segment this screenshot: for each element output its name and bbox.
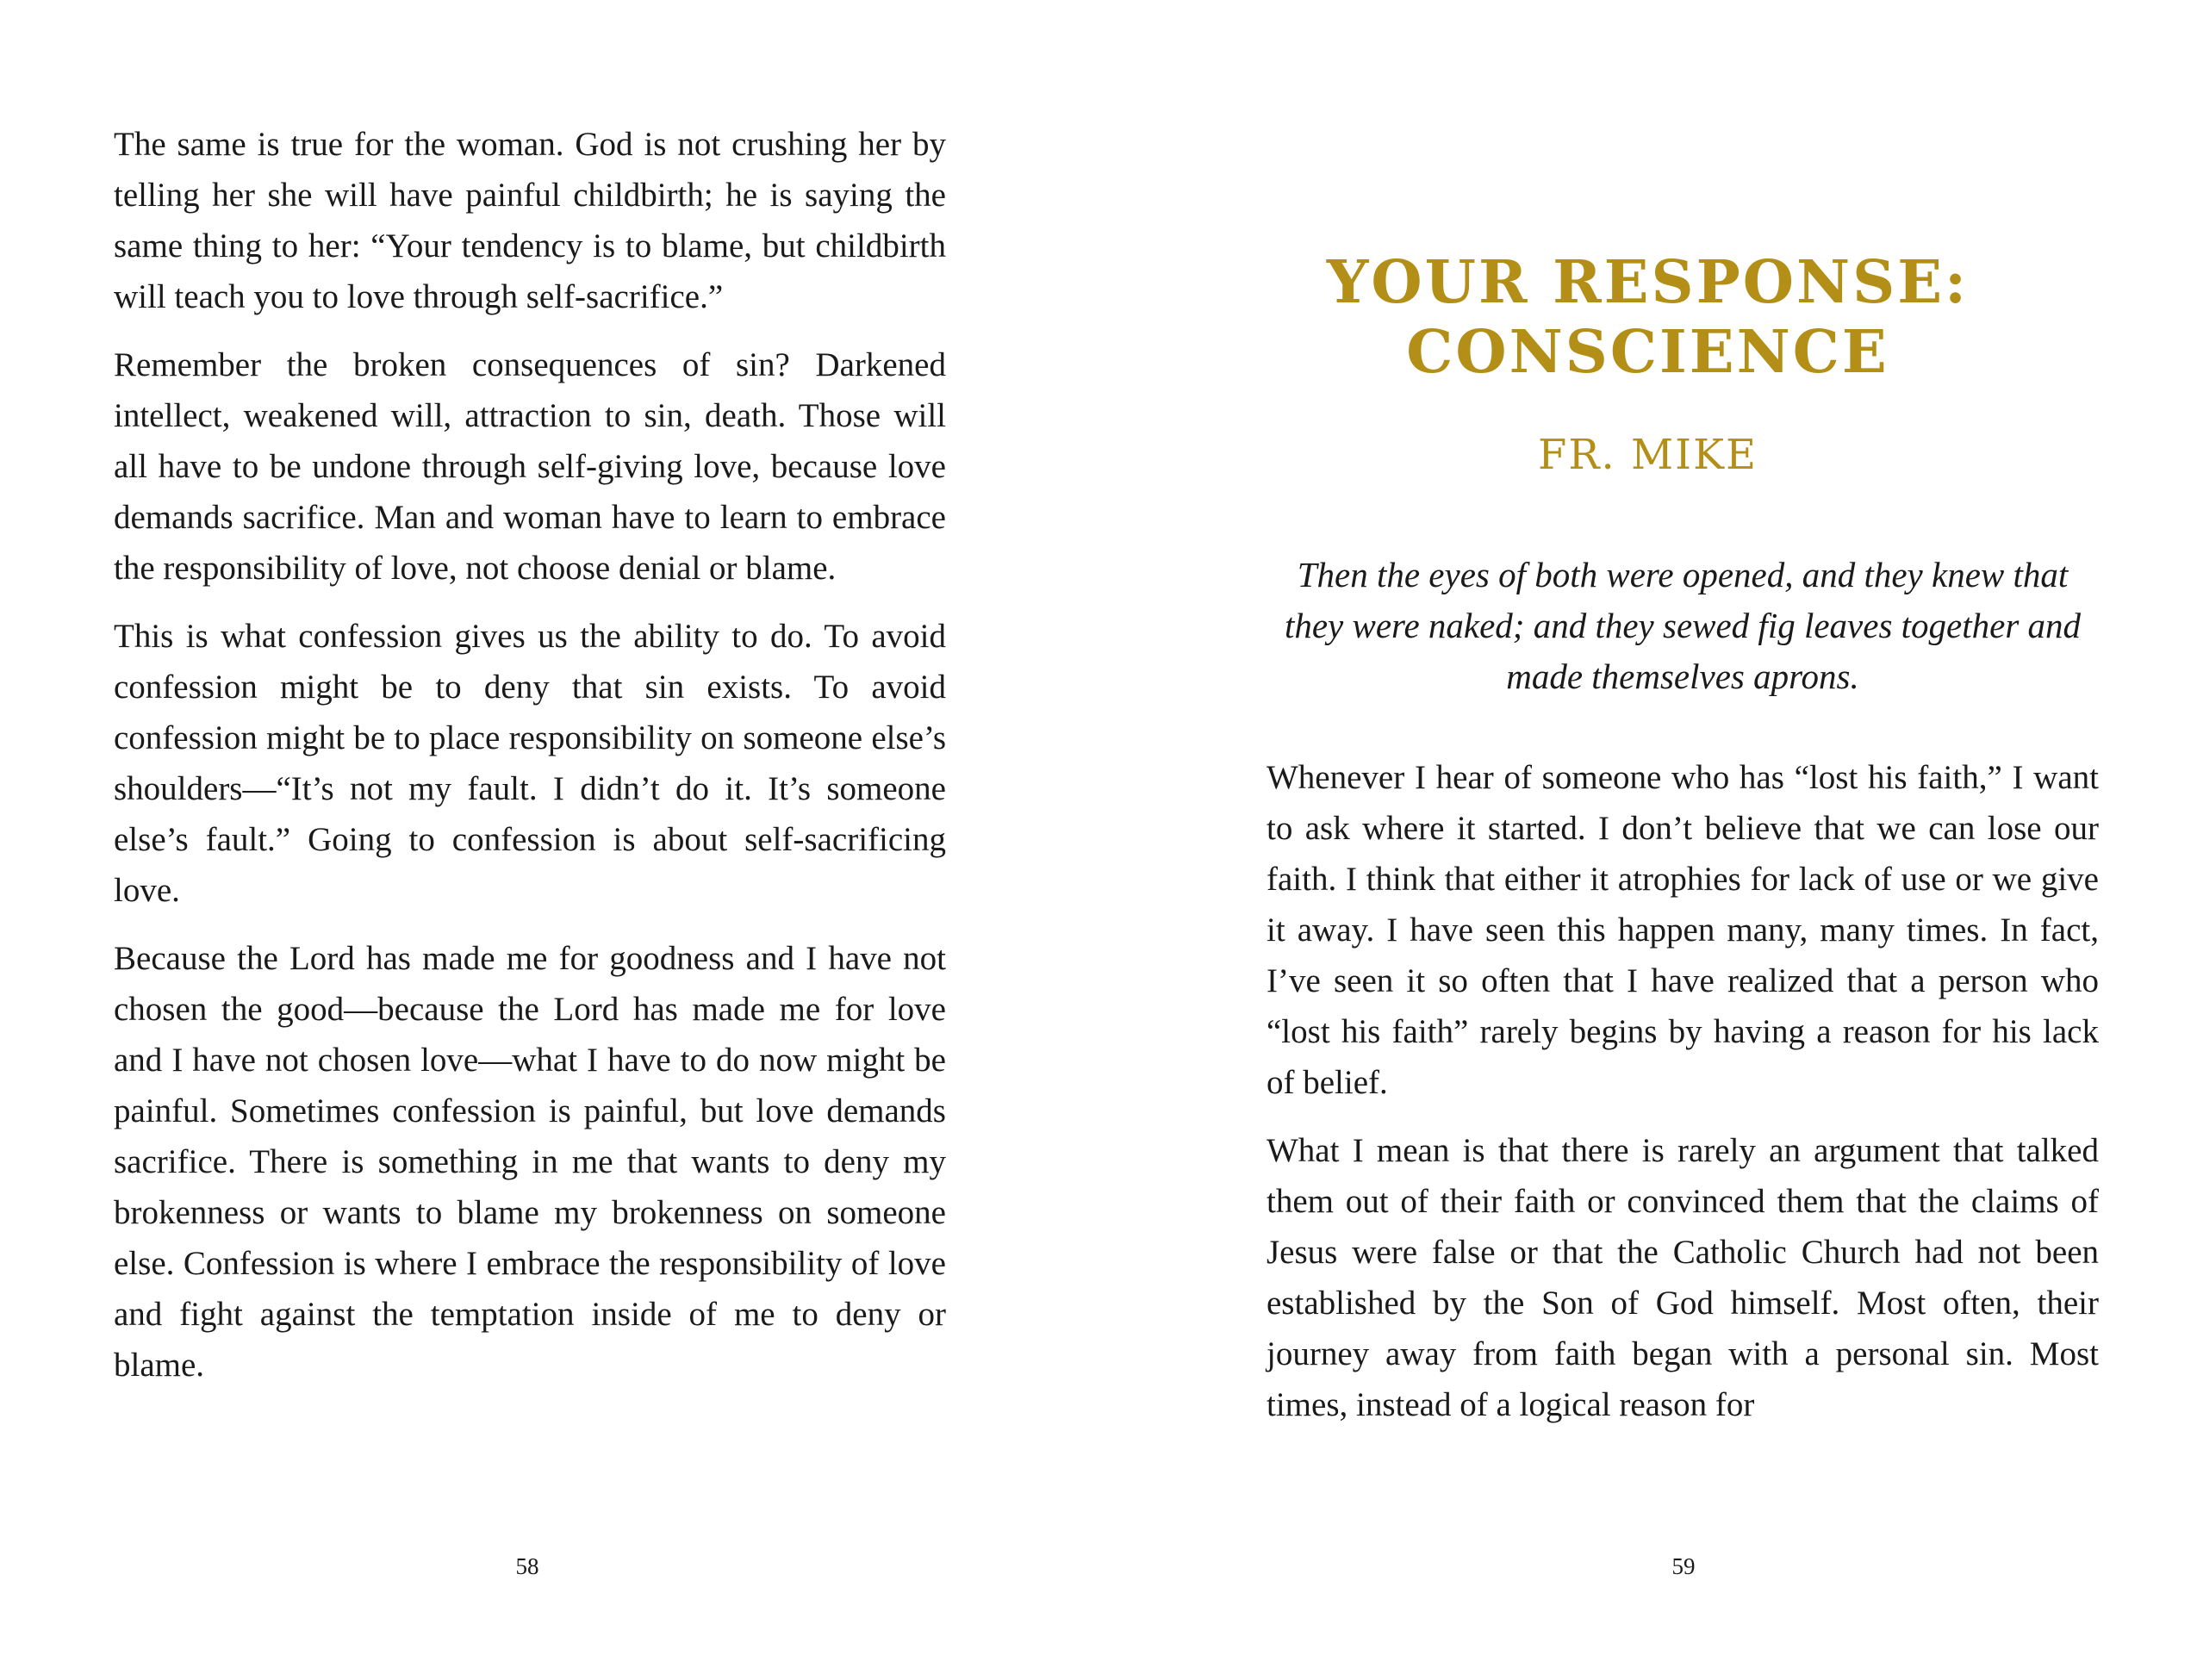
right-body-text: [1267, 752, 2099, 1447]
epigraph-quote: Then the eyes of both were opened, and they knew that they were naked; and they sewed fig leaves together and made themselves aprons.: [1284, 555, 2082, 696]
page-number-right: 59: [1671, 1553, 1696, 1579]
paragraph: Whenever I hear of someone who has “lost his faith,” I want to ask where it started. I don’t believe that we can lose our faith. I think that either it atrophies for lack of use or we give it away. I have seen this happen many, many times. In fact, I’ve seen it so often that I have realized that a person who “lost his faith” rarely begins by having a reason for his lack of belief.: [1267, 759, 2099, 1101]
chapter-title-line-2: CONSCIENCE: [1406, 318, 1889, 387]
paragraph: This is what confession gives us the ability to do. To avoid confession might be to deny that sin exists. To avoid confession might be to place responsibility on someone else’s shoulders—“It’s not my fault. I didn’t do it. It’s someone else’s fault.” Going to confession is about self-sacrificing love.: [114, 618, 946, 909]
paragraph: The same is true for the woman. God is not crushing her by telling her she will have painful childbirth; he is saying the same thing to her: “Your tendency is to blame, but childbirth will teach you to love through self-sacrifice.”: [114, 126, 946, 315]
right-page: [1098, 0, 2197, 1680]
paragraph: Because the Lord has made me for goodness and I have not chosen the good—because the Lord has made me for love and I have not chosen love—what I have to do now might be painful. Sometimes confession is painful, but love demands sacrifice. There is something in me that wants to deny my brokenness or wants to blame my brokenness on someone else. Confession is where I embrace the responsibility of love and fight against the temptation inside of me to deny or blame.: [114, 940, 946, 1384]
chapter-author: FR. MIKE: [1538, 431, 1758, 479]
paragraph: What I mean is that there is rarely an argument that talked them out of their faith or convinced them that the claims of Jesus were false or that the Catholic Church had not been established by the Son of God himself. Most often, their journey away from faith began with a personal sin. Most times, instead of a logical reason for: [1267, 1132, 2099, 1423]
left-page: [0, 0, 1098, 1680]
left-body-text: [114, 119, 946, 1408]
paragraph: Remember the broken consequences of sin? Darkened intellect, weakened will, attraction to sin, death. Those will all have to be undone through self-giving love, because love demands sacrifice. Man and woman have to learn to embrace the responsibility of love, not choose denial or blame.: [114, 346, 946, 587]
chapter-title-line-1: YOUR RESPONSE:: [1326, 248, 1970, 317]
page-number-left: 58: [515, 1553, 539, 1579]
chapter-title: [1098, 248, 2197, 388]
